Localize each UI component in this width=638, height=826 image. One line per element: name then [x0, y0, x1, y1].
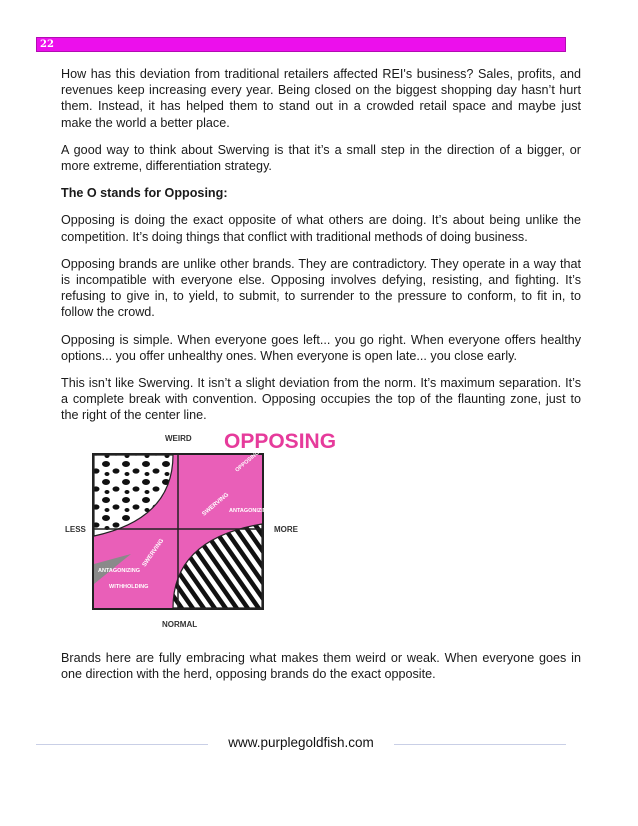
paragraph: How has this deviation from traditional retailers affected REI's business? Sales, profits, and revenues keep increasing every year. Being closed on the biggest shopping day hasn’t hurt them. Instead, it has helped them to stand out in a crowded retail space and maybe just make the world a better place.	[61, 67, 581, 130]
closing-text	[61, 650, 581, 682]
section-heading: The O stands for Opposing:	[61, 186, 228, 201]
zone-label-antagonizing-left: ANTAGONIZING	[98, 568, 141, 574]
footer-divider-right	[394, 744, 566, 745]
footer	[36, 735, 566, 755]
paragraph: Opposing brands are unlike other brands. They are contradictory. They operate in a way that is incompatible with everyone else. Opposing involves defying, resisting, and fighting. It’s refusing to give in, to yield, to submit, to surrender to the pressure to conform, to fit in, to follow the crowd.	[61, 256, 581, 320]
axis-label-bottom: NORMAL	[162, 620, 198, 629]
diagram-title: OPPOSING	[224, 430, 337, 453]
paragraph: A good way to think about Swerving is that it’s a small step in the direction of a bigger, or more extreme, differentiation strategy.	[61, 142, 581, 174]
axis-label-left: LESS	[65, 525, 86, 534]
opposing-diagram	[61, 424, 337, 629]
page-number: 22	[40, 39, 54, 50]
header-bar	[36, 37, 566, 52]
footer-url: www.purplegoldfish.com	[228, 735, 374, 750]
paragraph: Opposing is simple. When everyone goes left... you go right. When everyone offers healthy options... you offer unhealthy ones. When everyone is open late... you close early.	[61, 332, 581, 363]
paragraph: Opposing is doing the exact opposite of what others are doing. It’s about being unlike the competition. It’s doing things that conflict with traditional methods of doing business.	[61, 213, 581, 244]
axis-label-right: MORE	[274, 525, 298, 534]
zone-label-opposing: OPPOSING	[234, 450, 261, 474]
zone-label-swerving-upper: SWERVING	[201, 492, 231, 518]
paragraph: This isn’t like Swerving. It isn’t a slight deviation from the norm. It’s maximum separation. It’s a complete break with convention. Opposing occupies the top of the flaunting zone, just to the right of the center line.	[61, 376, 581, 423]
zone-label-withholding: WITHHOLDING	[109, 584, 149, 590]
zone-label-antagonizing-right: ANTAGONIZING	[229, 508, 272, 514]
body-text	[61, 66, 581, 435]
zone-label-swerving-lower: SWERVING	[141, 538, 166, 569]
paragraph: Brands here are fully embracing what makes them weird or weak. When everyone goes in one direction with the herd, opposing brands do the exact opposite.	[61, 651, 581, 682]
axis-label-top: WEIRD	[165, 434, 192, 443]
